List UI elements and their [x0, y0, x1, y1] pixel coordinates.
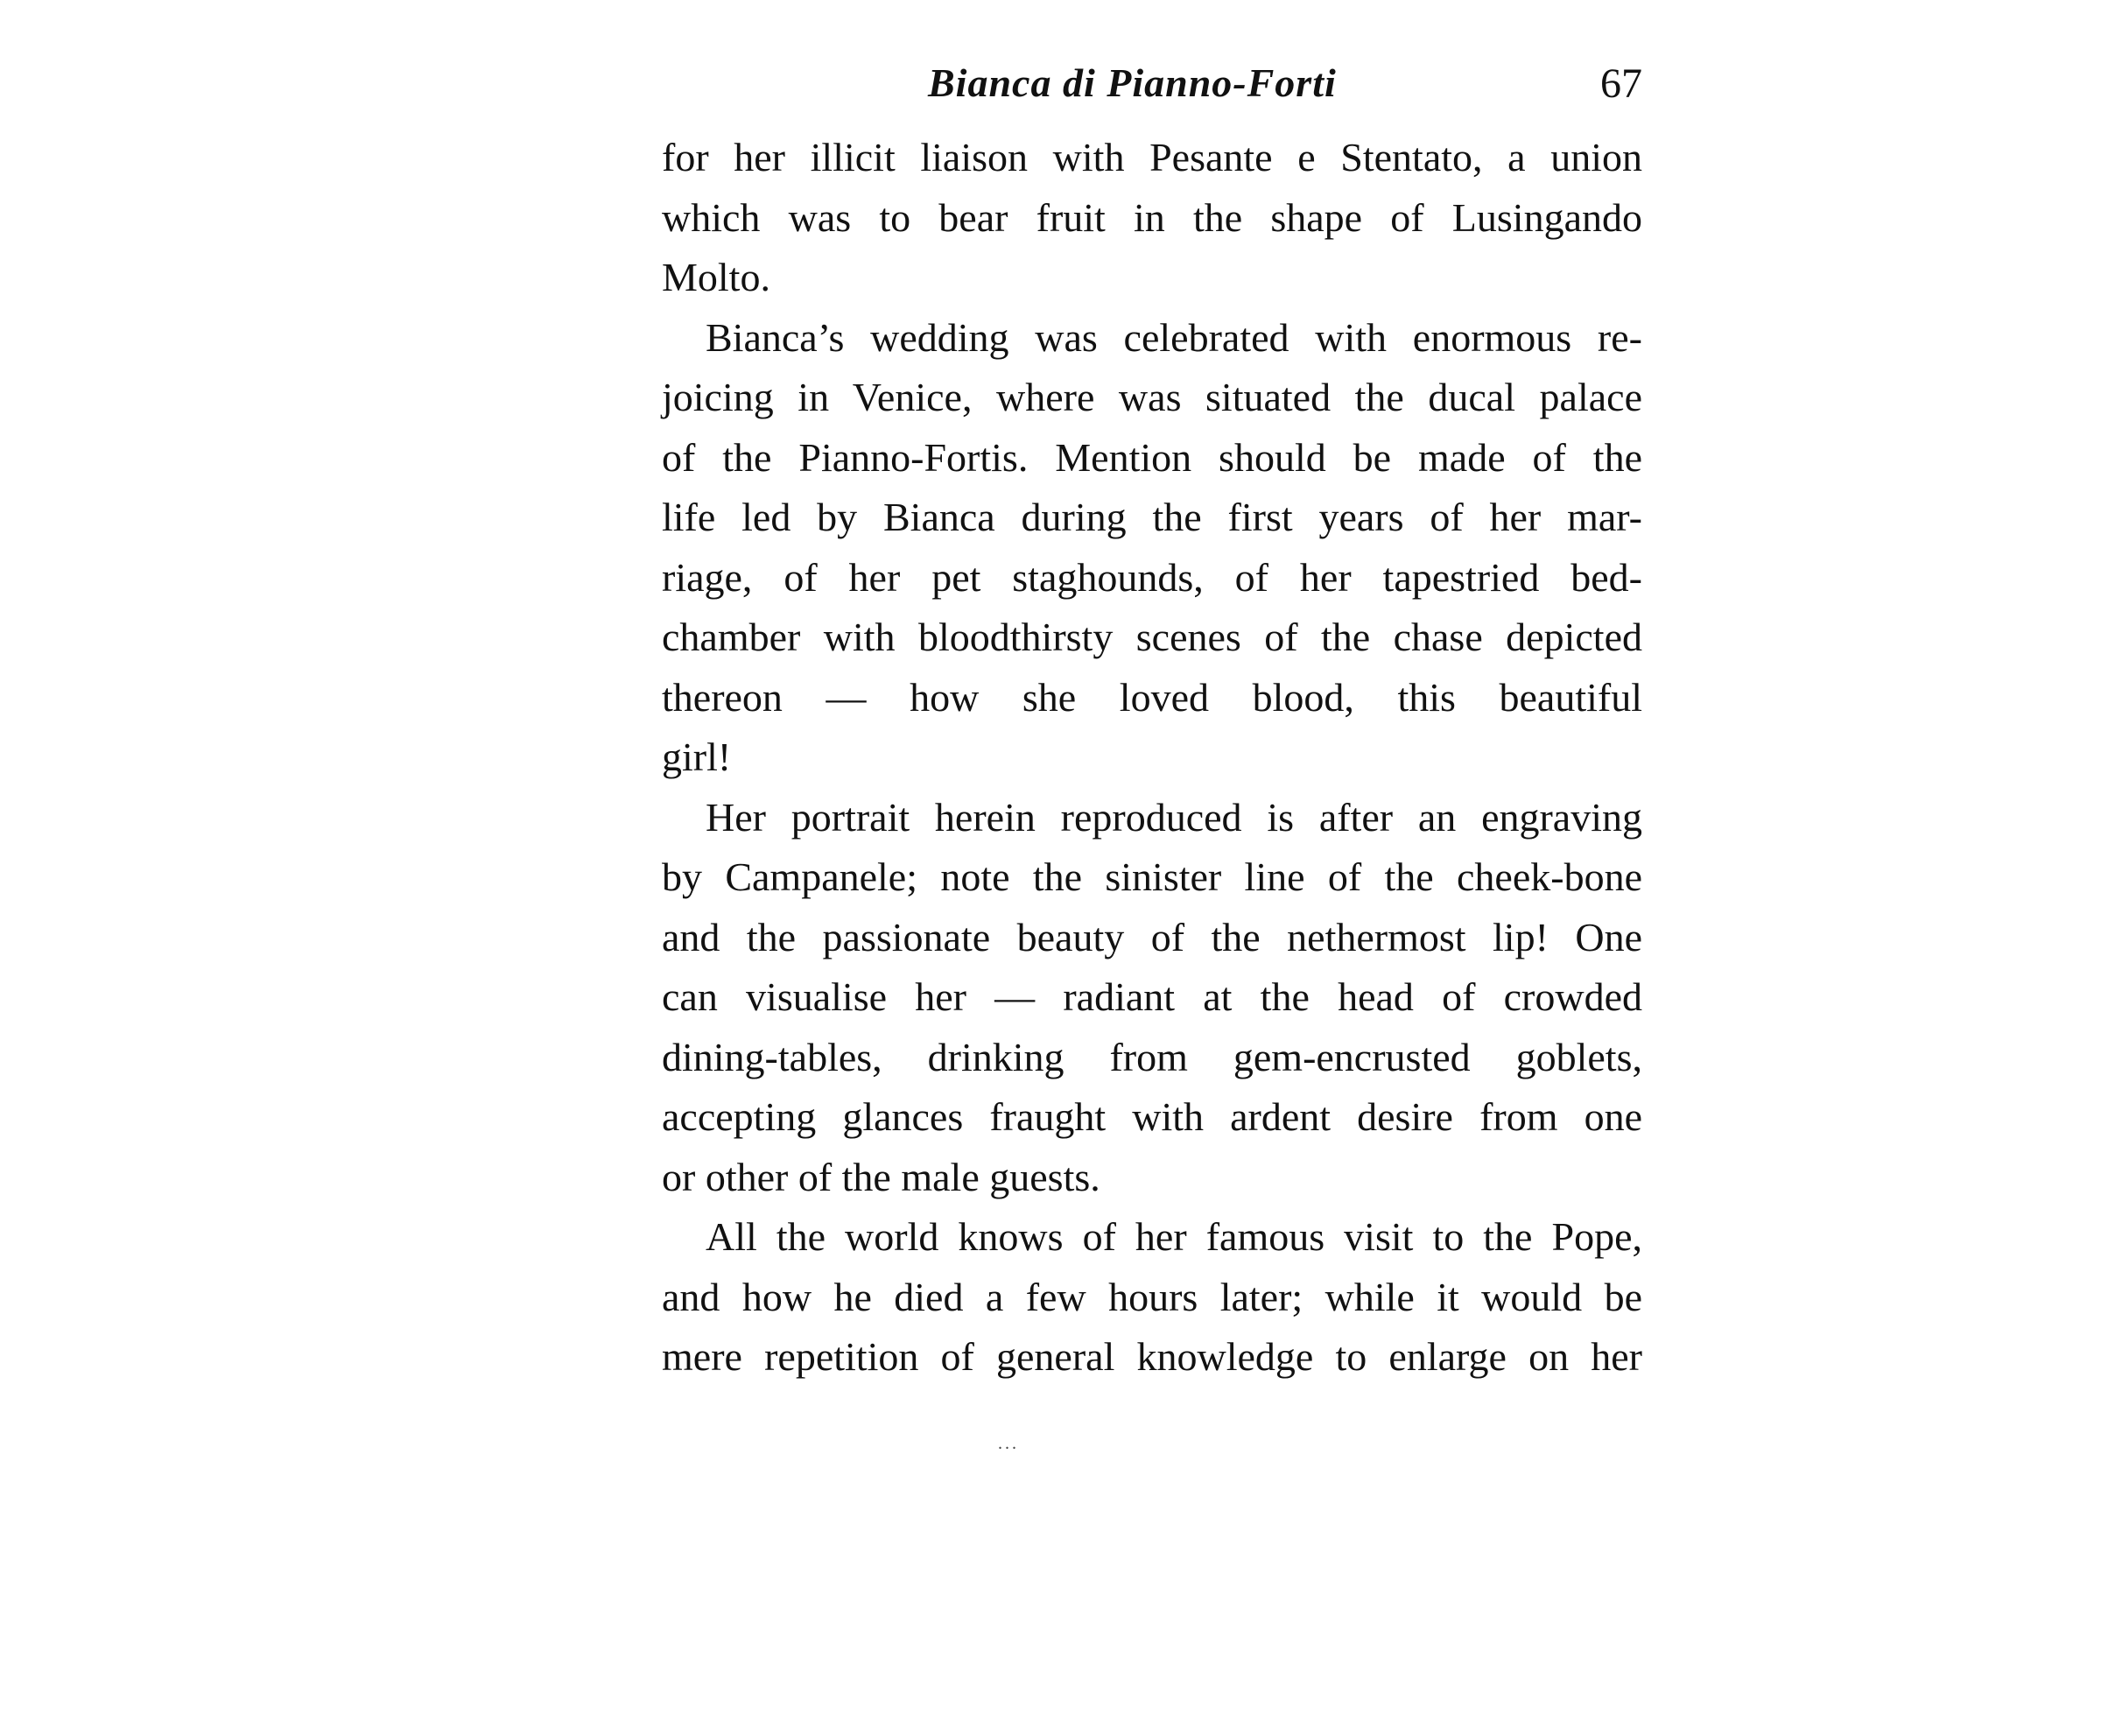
text-line: of the Pianno-Fortis. Mention should be made of the: [662, 434, 1642, 480]
text-line: and the passionate beauty of the nethermost lip! One: [662, 914, 1642, 959]
paragraph-2: [662, 308, 1642, 788]
text-line: All the world knows of her famous visit to the Pope,: [706, 1214, 1642, 1259]
body-text: [662, 128, 1642, 1388]
text-line: life led by Bianca during the first years of her mar-: [662, 495, 1642, 539]
text-line: Her portrait herein reproduced is after an engraving: [706, 794, 1642, 840]
text-line: accepting glances fraught with ardent desire from one: [662, 1094, 1642, 1139]
text-line: joicing in Venice, where was situated the ducal palace: [662, 375, 1642, 419]
text-line: for her illicit liaison with Pesante e Stentato, a union: [662, 135, 1642, 179]
footer-mark: ...: [998, 1434, 1019, 1453]
text-line: Bianca’s wedding was celebrated with enormous re-: [706, 314, 1642, 360]
text-line: Molto.: [662, 255, 770, 299]
text-line: by Campanele; note the sinister line of the cheek-bone: [662, 854, 1642, 899]
text-line: chamber with bloodthirsty scenes of the chase depicted: [662, 615, 1642, 659]
running-head: [662, 53, 1642, 123]
page-number: 67: [1600, 60, 1642, 107]
text-line: dining-tables, drinking from gem-encrusted goblets,: [662, 1034, 1642, 1079]
text-line: girl!: [662, 734, 732, 779]
text-line: mere repetition of general knowledge to enlarge on her: [662, 1334, 1642, 1379]
paragraph-3: [662, 788, 1642, 1208]
text-line: which was to bear fruit in the shape of Lusingando: [662, 194, 1642, 240]
paragraph-1: [662, 128, 1642, 308]
text-line: and how he died a few hours later; while it would be: [662, 1274, 1642, 1319]
text-line: thereon — how she loved blood, this beautiful: [662, 674, 1642, 720]
text-line: or other of the male guests.: [662, 1154, 1100, 1199]
text-line: can visualise her — radiant at the head of crowded: [662, 974, 1642, 1019]
paragraph-4: [662, 1207, 1642, 1388]
running-title: Bianca di Pianno-Forti: [928, 60, 1337, 105]
text-line: riage, of her pet staghounds, of her tapestried bed-: [662, 554, 1642, 600]
